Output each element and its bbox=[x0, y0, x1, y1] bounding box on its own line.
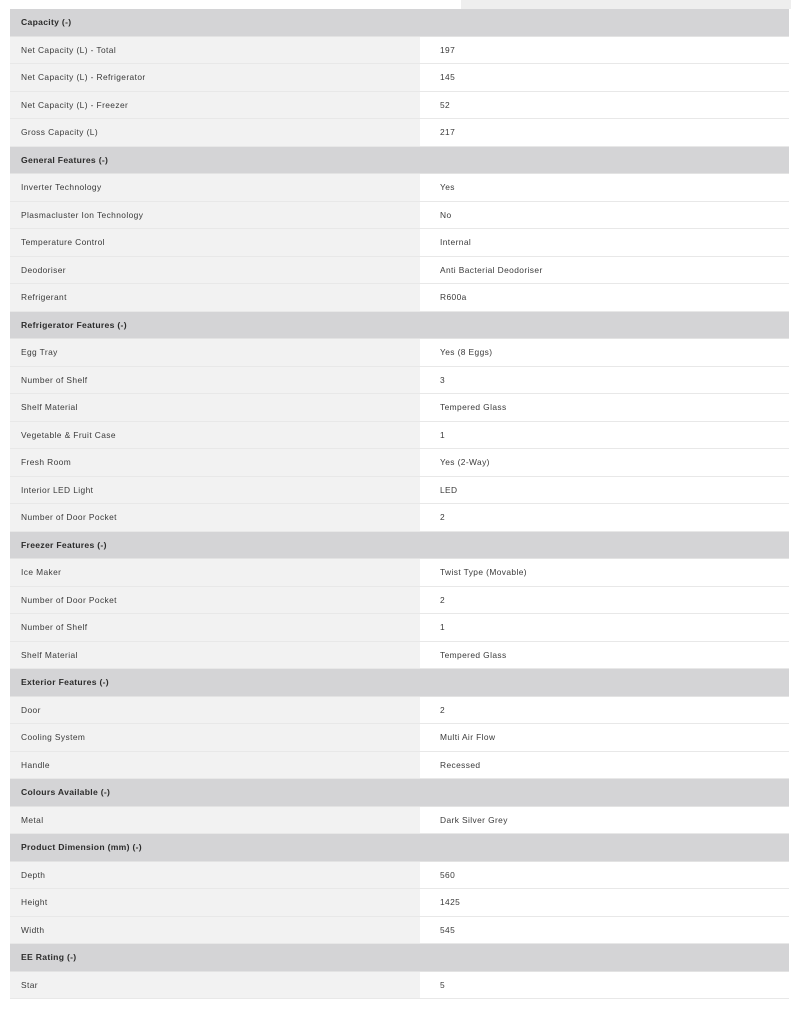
spec-value: 3 bbox=[420, 367, 789, 394]
spec-value: 197 bbox=[420, 37, 789, 64]
spec-label: Number of Door Pocket bbox=[10, 587, 420, 614]
spec-label: Depth bbox=[10, 862, 420, 889]
spec-value: 2 bbox=[420, 587, 789, 614]
spec-label: Number of Door Pocket bbox=[10, 504, 420, 531]
spec-label: Width bbox=[10, 917, 420, 944]
spec-label: Star bbox=[10, 972, 420, 999]
spec-row bbox=[10, 587, 789, 615]
spec-label: Door bbox=[10, 697, 420, 724]
spec-label: Plasmacluster Ion Technology bbox=[10, 202, 420, 229]
spec-row bbox=[10, 724, 789, 752]
spec-value: Tempered Glass bbox=[420, 394, 789, 421]
spec-value: 52 bbox=[420, 92, 789, 119]
spec-label: Vegetable & Fruit Case bbox=[10, 422, 420, 449]
spec-value: No bbox=[420, 202, 789, 229]
spec-value: Anti Bacterial Deodoriser bbox=[420, 257, 789, 284]
spec-row bbox=[10, 202, 789, 230]
section-header[interactable]: Freezer Features (-) bbox=[10, 532, 789, 560]
spec-table bbox=[10, 9, 789, 999]
spec-row bbox=[10, 92, 789, 120]
spec-label: Number of Shelf bbox=[10, 367, 420, 394]
spec-label: Height bbox=[10, 889, 420, 916]
spec-row bbox=[10, 64, 789, 92]
spec-row bbox=[10, 752, 789, 780]
spec-row bbox=[10, 284, 789, 312]
spec-row bbox=[10, 422, 789, 450]
spec-value: Recessed bbox=[420, 752, 789, 779]
spec-label: Shelf Material bbox=[10, 642, 420, 669]
spec-label: Net Capacity (L) - Total bbox=[10, 37, 420, 64]
spec-value: 145 bbox=[420, 64, 789, 91]
spec-value: Yes (2-Way) bbox=[420, 449, 789, 476]
spec-value: Multi Air Flow bbox=[420, 724, 789, 751]
spec-value: Dark Silver Grey bbox=[420, 807, 789, 834]
spec-label: Refrigerant bbox=[10, 284, 420, 311]
tab-shade bbox=[461, 0, 791, 9]
section-header[interactable]: EE Rating (-) bbox=[10, 944, 789, 972]
spec-value: 1 bbox=[420, 422, 789, 449]
spec-row bbox=[10, 257, 789, 285]
spec-label: Interior LED Light bbox=[10, 477, 420, 504]
spec-value: Internal bbox=[420, 229, 789, 256]
spec-label: Fresh Room bbox=[10, 449, 420, 476]
spec-value: R600a bbox=[420, 284, 789, 311]
spec-row bbox=[10, 119, 789, 147]
spec-row bbox=[10, 367, 789, 395]
spec-row bbox=[10, 504, 789, 532]
spec-row bbox=[10, 394, 789, 422]
spec-row bbox=[10, 972, 789, 1000]
spec-row bbox=[10, 339, 789, 367]
section-header[interactable]: General Features (-) bbox=[10, 147, 789, 175]
spec-row bbox=[10, 862, 789, 890]
spec-label: Net Capacity (L) - Refrigerator bbox=[10, 64, 420, 91]
spec-value: Twist Type (Movable) bbox=[420, 559, 789, 586]
spec-row bbox=[10, 807, 789, 835]
spec-row bbox=[10, 174, 789, 202]
spec-value: 2 bbox=[420, 504, 789, 531]
spec-label: Inverter Technology bbox=[10, 174, 420, 201]
spec-label: Gross Capacity (L) bbox=[10, 119, 420, 146]
spec-row bbox=[10, 559, 789, 587]
spec-value: 2 bbox=[420, 697, 789, 724]
spec-label: Egg Tray bbox=[10, 339, 420, 366]
section-header[interactable]: Refrigerator Features (-) bbox=[10, 312, 789, 340]
spec-value: 1425 bbox=[420, 889, 789, 916]
spec-value: LED bbox=[420, 477, 789, 504]
spec-label: Metal bbox=[10, 807, 420, 834]
spec-value: 560 bbox=[420, 862, 789, 889]
spec-row bbox=[10, 642, 789, 670]
spec-row bbox=[10, 449, 789, 477]
spec-label: Cooling System bbox=[10, 724, 420, 751]
spec-row bbox=[10, 697, 789, 725]
spec-row bbox=[10, 889, 789, 917]
spec-label: Deodoriser bbox=[10, 257, 420, 284]
spec-label: Net Capacity (L) - Freezer bbox=[10, 92, 420, 119]
spec-value: 217 bbox=[420, 119, 789, 146]
spec-row bbox=[10, 477, 789, 505]
section-header[interactable]: Colours Available (-) bbox=[10, 779, 789, 807]
section-header[interactable]: Product Dimension (mm) (-) bbox=[10, 834, 789, 862]
spec-label: Handle bbox=[10, 752, 420, 779]
spec-label: Ice Maker bbox=[10, 559, 420, 586]
spec-value: Yes bbox=[420, 174, 789, 201]
spec-value: 1 bbox=[420, 614, 789, 641]
spec-label: Number of Shelf bbox=[10, 614, 420, 641]
spec-row bbox=[10, 917, 789, 945]
spec-row bbox=[10, 37, 789, 65]
spec-label: Temperature Control bbox=[10, 229, 420, 256]
spec-value: Tempered Glass bbox=[420, 642, 789, 669]
spec-row bbox=[10, 229, 789, 257]
spec-row bbox=[10, 614, 789, 642]
spec-value: 5 bbox=[420, 972, 789, 999]
section-header[interactable]: Exterior Features (-) bbox=[10, 669, 789, 697]
spec-value: 545 bbox=[420, 917, 789, 944]
spec-label: Shelf Material bbox=[10, 394, 420, 421]
spec-value: Yes (8 Eggs) bbox=[420, 339, 789, 366]
section-header[interactable]: Capacity (-) bbox=[10, 9, 789, 37]
